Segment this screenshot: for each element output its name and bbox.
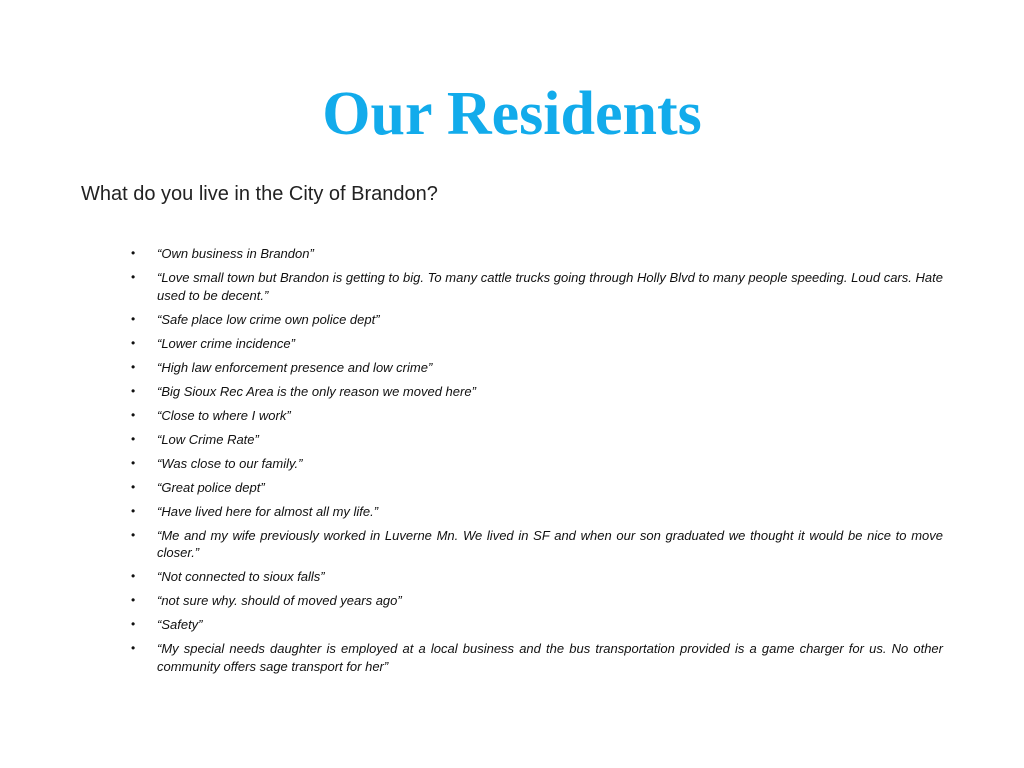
- response-text: “Safety”: [157, 617, 203, 632]
- response-text: “Low Crime Rate”: [157, 431, 259, 447]
- list-item: [131, 335, 943, 353]
- bullet-icon: •: [131, 503, 136, 518]
- list-item: [131, 592, 943, 610]
- bullet-icon: •: [131, 617, 136, 631]
- response-text: “Own business in Brandon”: [157, 246, 314, 261]
- response-text: “Not connected to sioux falls”: [157, 569, 325, 584]
- bullet-icon: •: [131, 527, 136, 542]
- bullet-icon: •: [131, 407, 136, 422]
- bullet-icon: •: [131, 569, 136, 583]
- response-text: “Love small town but Brandon is getting to big. To many cattle trucks going through Holly Blvd to many people speeding. Loud cars. Hate used to be decent.”: [157, 270, 943, 303]
- bullet-icon: •: [131, 246, 136, 260]
- response-text: “Lower crime incidence”: [157, 335, 295, 351]
- list-item: [131, 479, 943, 497]
- list-item: [131, 359, 943, 377]
- response-text: “Big Sioux Rec Area is the only reason we moved here”: [157, 383, 476, 399]
- response-text: “Was close to our family.”: [157, 455, 303, 471]
- list-item: [131, 527, 943, 562]
- list-item: [131, 616, 943, 634]
- bullet-icon: •: [131, 270, 136, 284]
- slide-title: Our Residents: [322, 80, 702, 148]
- list-item: [131, 311, 943, 329]
- bullet-icon: •: [131, 455, 136, 470]
- bullet-icon: •: [131, 641, 136, 655]
- bullet-icon: •: [131, 335, 136, 350]
- bullet-icon: •: [131, 431, 136, 446]
- list-item: [131, 455, 943, 473]
- response-list: [131, 245, 943, 682]
- bullet-icon: •: [131, 479, 136, 494]
- response-text: “Safe place low crime own police dept”: [157, 311, 380, 327]
- bullet-icon: •: [131, 359, 136, 374]
- list-item: [131, 431, 943, 449]
- bullet-icon: •: [131, 593, 136, 607]
- list-item: [131, 269, 943, 304]
- list-item: [131, 503, 943, 521]
- survey-question: What do you live in the City of Brandon?: [81, 183, 438, 205]
- response-text: “My special needs daughter is employed at a local business and the bus transportation provided is a game charger for us. No other community offers sage transport for her”: [157, 641, 943, 674]
- response-text: “Close to where I work”: [157, 407, 291, 423]
- list-item: [131, 640, 943, 675]
- response-text: “Great police dept”: [157, 479, 265, 495]
- bullet-icon: •: [131, 311, 136, 326]
- response-text: “Have lived here for almost all my life.”: [157, 503, 379, 519]
- response-text: “not sure why. should of moved years ago”: [157, 593, 402, 608]
- list-item: [131, 407, 943, 425]
- list-item: [131, 245, 943, 263]
- list-item: [131, 568, 943, 586]
- response-text: “High law enforcement presence and low crime”: [157, 359, 433, 375]
- list-item: [131, 383, 943, 401]
- bullet-icon: •: [131, 383, 136, 398]
- response-text: “Me and my wife previously worked in Luverne Mn. We lived in SF and when our son graduated we thought it would be nice to move closer.”: [157, 527, 943, 560]
